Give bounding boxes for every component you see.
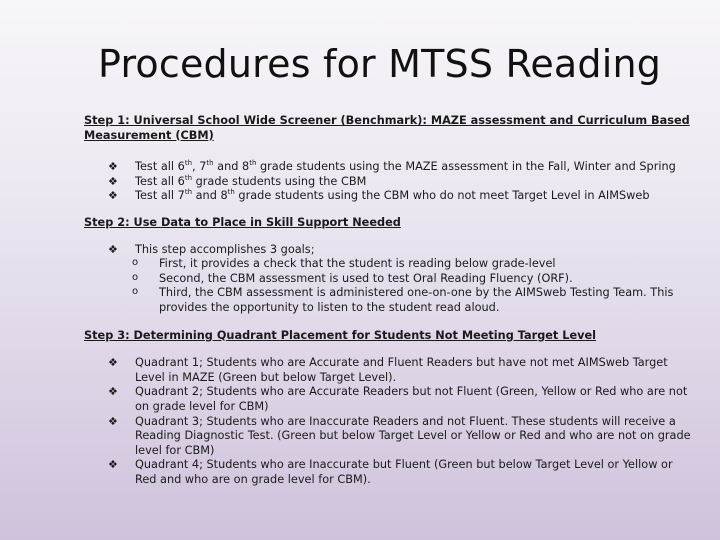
step-2-heading: Step 2: Use Data to Place in Skill Support Needed [84,215,401,229]
procedures-content [84,114,694,487]
bullet-item: ❖ Test all 6th grade students using the CBM [108,175,694,190]
step-1-bullets [84,160,694,204]
bullet-item: ❖ Quadrant 3; Students who are Inaccurate Readers and not Fluent. These students will receive a Reading Diagnostic Test. (Green but below Target Level or Yellow or Red and who are not on grade level for CBM) [108,415,694,459]
bullet-item: ❖ Quadrant 4; Students who are Inaccurate but Fluent (Green but below Target Level or Yellow or Red and who are on grade level for CBM). [108,458,694,487]
sub-item: o Third, the CBM assessment is administered one-on-one by the AIMSweb Testing Team. This provides the opportunity to listen to the student read aloud. [132,286,694,315]
step-2-bullets [84,243,694,258]
step-1-heading: Step 1: Universal School Wide Screener (Benchmark): MAZE assessment and Curriculum Based Measurement (CBM) [84,114,690,142]
sub-item: o Second, the CBM assessment is used to test Oral Reading Fluency (ORF). [132,272,694,287]
bullet-item: ❖ Test all 7th and 8th grade students using the CBM who do not meet Target Level in AIMSweb [108,189,694,204]
step-2-subitems [84,257,694,315]
sub-item: o First, it provides a check that the student is reading below grade-level [132,257,694,272]
step-3-bullets [84,356,694,487]
bullet-item: ❖ Test all 6th, 7th and 8th grade students using the MAZE assessment in the Fall, Winter and Spring [108,160,694,175]
bullet-item: ❖ This step accomplishes 3 goals; [108,243,694,258]
step-3-heading: Step 3: Determining Quadrant Placement for Students Not Meeting Target Level [84,328,597,342]
bullet-item: ❖ Quadrant 1; Students who are Accurate and Fluent Readers but have not met AIMSweb Target Level in MAZE (Green but below Target Level). [108,356,694,385]
page-title: Procedures for MTSS Reading [98,42,662,86]
bullet-item: ❖ Quadrant 2; Students who are Accurate Readers but not Fluent (Green, Yellow or Red who are not on grade level for CBM) [108,385,694,414]
